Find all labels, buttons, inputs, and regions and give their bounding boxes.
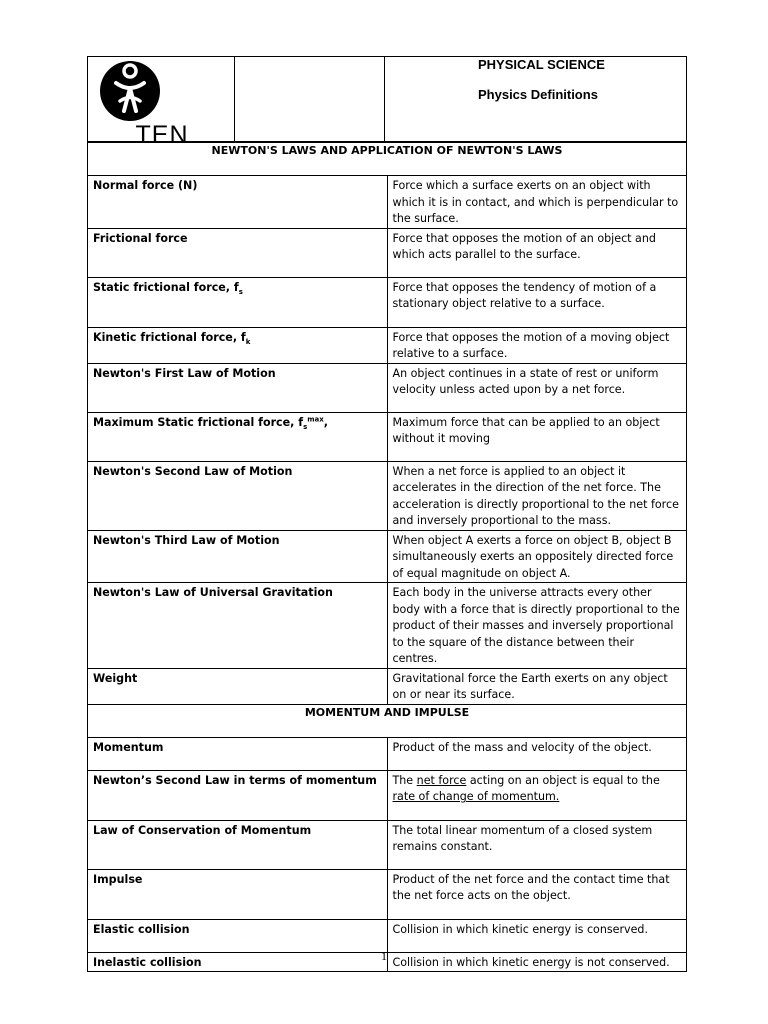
term-cell xyxy=(88,820,388,869)
definition-cell xyxy=(387,668,687,704)
term-text: Elastic collision xyxy=(93,922,190,936)
definition-text: An object continues in a state of rest or uniform velocity unless acted upon by a net force. xyxy=(392,366,659,396)
term-cell xyxy=(88,176,388,229)
definitions-table xyxy=(87,142,687,972)
section-header-row xyxy=(88,704,687,737)
ten-logo xyxy=(94,61,230,149)
definition-text: Force that opposes the motion of an object and which acts parallel to the surface. xyxy=(392,231,656,261)
term-text: Newton’s Second Law in terms of momentum xyxy=(93,773,377,787)
term-cell xyxy=(88,277,388,327)
definition-text: The xyxy=(392,773,417,787)
term-text: Normal force (N) xyxy=(93,179,198,192)
definition-text: Collision in which kinetic energy is conserved. xyxy=(392,922,649,936)
term-text: Newton's Law of Universal Gravitation xyxy=(93,586,333,599)
definition-row xyxy=(88,820,687,869)
definition-cell xyxy=(387,412,687,461)
term-tail: , xyxy=(323,415,328,429)
definition-row xyxy=(88,583,687,669)
term-cell xyxy=(88,461,388,530)
term-cell xyxy=(88,327,388,363)
definition-cell xyxy=(387,277,687,327)
ten-person-icon xyxy=(94,61,230,121)
section-heading: MOMENTUM AND IMPULSE xyxy=(88,704,687,737)
term-cell xyxy=(88,363,388,412)
term-cell xyxy=(88,919,388,952)
definition-cell xyxy=(387,363,687,412)
term-text: Law of Conservation of Momentum xyxy=(93,823,312,837)
definition-cell xyxy=(387,583,687,669)
definition-cell xyxy=(387,327,687,363)
definition-cell xyxy=(387,919,687,952)
term-cell xyxy=(88,228,388,277)
definition-cell xyxy=(387,228,687,277)
term-cell xyxy=(88,530,388,583)
term-text: Momentum xyxy=(93,740,164,754)
definition-cell xyxy=(387,869,687,919)
definition-text: Maximum force that can be applied to an object without it moving xyxy=(392,415,660,445)
definition-text: Force which a surface exerts on an object with which it is in contact, and which is perpendicular to the surface. xyxy=(392,179,679,225)
definition-text: Force that opposes the motion of a moving object relative to a surface. xyxy=(392,330,670,360)
definition-text: Force that opposes the tendency of motion of a stationary object relative to a surface. xyxy=(392,280,657,310)
logo-cell xyxy=(88,57,235,149)
term-cell xyxy=(88,583,388,669)
definition-text: When object A exerts a force on object B, object B simultaneously exerts an oppositely directed force of equal magnitude on object A. xyxy=(392,533,674,580)
definition-text: When a net force is applied to an object it accelerates in the direction of the net force. The acceleration is directly proportional to the net force and inversely proportional to the mass. xyxy=(392,464,679,527)
underlined-text: net force xyxy=(416,773,467,787)
definition-row xyxy=(88,176,687,229)
definition-row xyxy=(88,277,687,327)
section-header-row xyxy=(88,143,687,176)
definition-row xyxy=(88,869,687,919)
section-heading: NEWTON'S LAWS AND APPLICATION OF NEWTON'S LAWS xyxy=(88,143,687,176)
term-text: Static frictional force, f xyxy=(93,280,239,294)
term-text: Newton's Second Law of Motion xyxy=(93,464,293,478)
definition-cell xyxy=(387,461,687,530)
underlined-text: rate of change of momentum. xyxy=(392,790,560,803)
term-subscript: k xyxy=(245,337,251,346)
term-cell xyxy=(88,770,388,820)
definition-text: The total linear momentum of a closed system remains constant. xyxy=(392,823,653,853)
definition-cell xyxy=(387,737,687,770)
term-cell xyxy=(88,412,388,461)
definition-row xyxy=(88,363,687,412)
definition-row xyxy=(88,668,687,704)
definition-cell xyxy=(387,770,687,820)
definition-row xyxy=(88,228,687,277)
definition-text: Gravitational force the Earth exerts on any object on or near its surface. xyxy=(392,671,668,701)
definition-text: Each body in the universe attracts every other body with a force that is directly proportional to the product of their masses and inversely proportional to the square of the distance between their centres. xyxy=(392,586,680,665)
term-text: Impulse xyxy=(93,872,143,886)
term-text: Newton's First Law of Motion xyxy=(93,366,276,380)
term-text: Kinetic frictional force, f xyxy=(93,330,246,344)
document-header xyxy=(87,56,687,149)
definition-row xyxy=(88,737,687,770)
definition-cell xyxy=(387,530,687,583)
title-cell xyxy=(385,57,686,141)
definition-cell xyxy=(387,176,687,229)
definition-text: Product of the net force and the contact time that the net force acts on the object. xyxy=(392,872,670,902)
term-cell xyxy=(88,668,388,704)
definition-row xyxy=(88,530,687,583)
term-text: Newton's Third Law of Motion xyxy=(93,533,280,547)
definition-cell xyxy=(387,820,687,869)
term-text: Inelastic collision xyxy=(93,955,202,969)
definition-text: Collision in which kinetic energy is not conserved. xyxy=(392,955,670,969)
page-number: 1 xyxy=(381,949,387,963)
definition-row xyxy=(88,412,687,461)
term-cell xyxy=(88,737,388,770)
term-cell xyxy=(88,869,388,919)
definition-text: Product of the mass and velocity of the object. xyxy=(392,740,652,754)
subject-title: PHYSICAL SCIENCE xyxy=(478,57,605,72)
term-subscript: s xyxy=(303,422,308,431)
definition-row xyxy=(88,461,687,530)
definition-row xyxy=(88,770,687,820)
document-subtitle: Physics Definitions xyxy=(478,87,598,102)
blank-header-cell xyxy=(235,57,385,141)
term-superscript: max xyxy=(307,414,324,423)
term-subscript: s xyxy=(238,287,243,296)
term-text: Weight xyxy=(93,671,138,685)
definition-row xyxy=(88,919,687,952)
definition-row xyxy=(88,327,687,363)
term-text: Frictional force xyxy=(93,231,188,245)
term-text: Maximum Static frictional force, f xyxy=(93,415,304,429)
logo-text: TEN xyxy=(135,121,189,149)
definition-text: acting on an object is equal to the xyxy=(466,773,660,787)
